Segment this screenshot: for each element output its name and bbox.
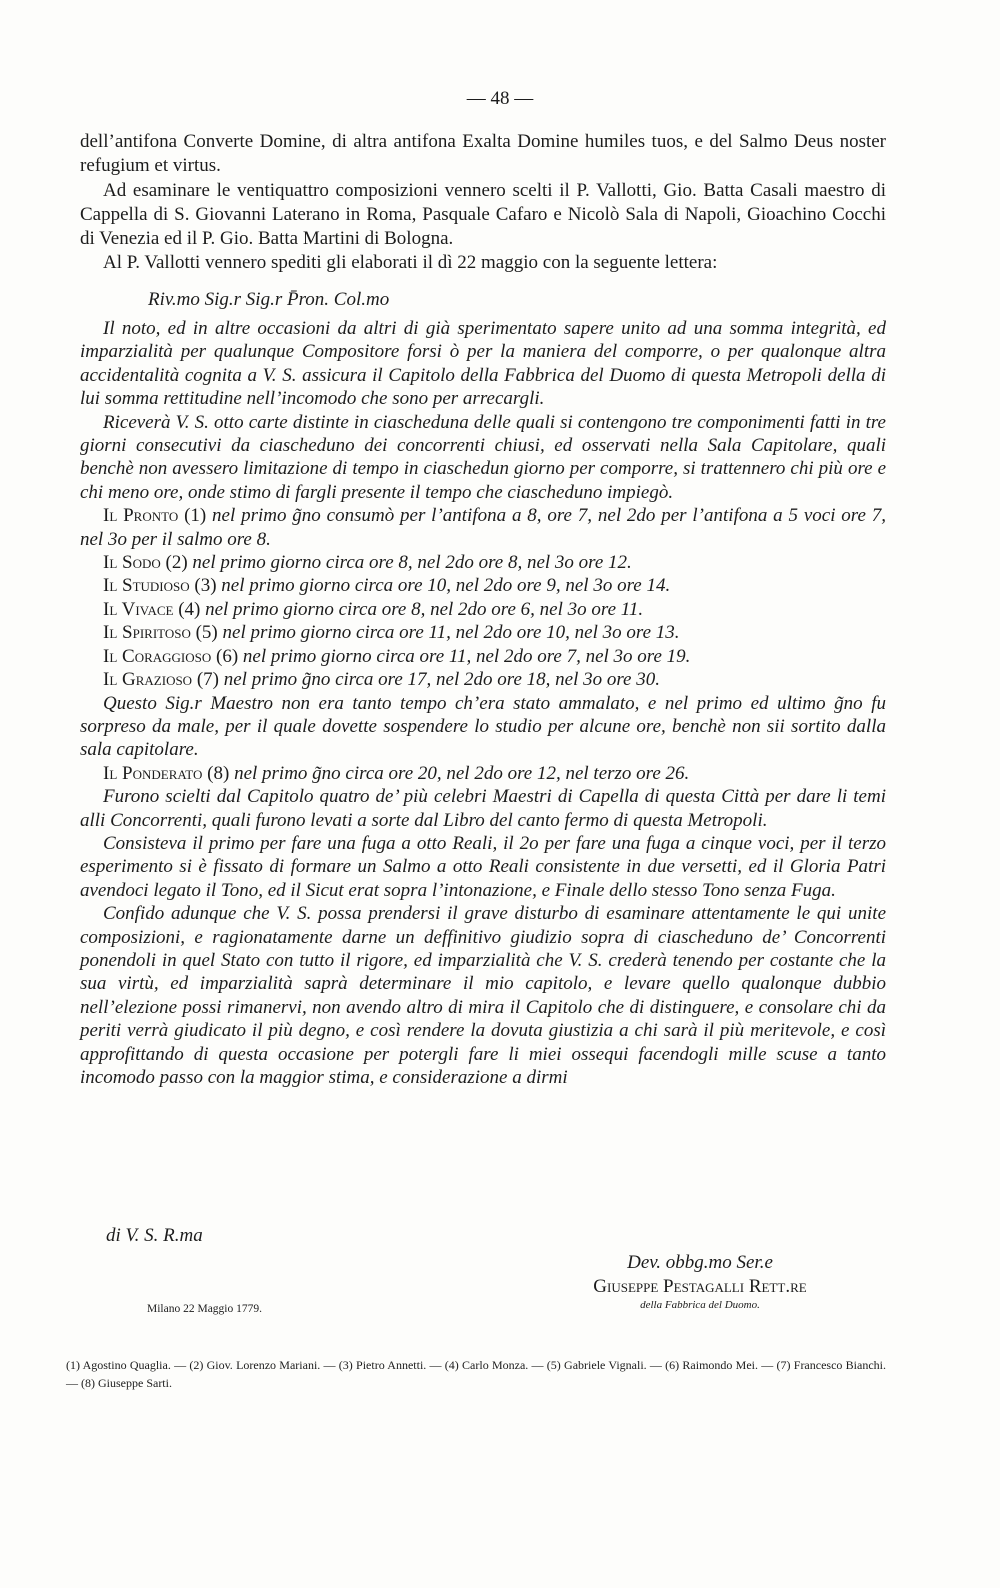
competitor-name: Il Ponderato <box>103 762 203 784</box>
competitor-entry <box>80 551 886 574</box>
footnote-ref: (6) <box>216 645 239 667</box>
competitor-name: Il Pronto <box>103 505 179 527</box>
competitor-entry <box>80 762 886 785</box>
letter-closing: di V. S. R.ma <box>106 1225 203 1246</box>
competitor-times: nel primo g̃no circa ore 17, nel 2do ore 18, nel 3o ore 30. <box>218 669 660 691</box>
letter-paragraph-3: Questo Sig.r Maestro non era tanto tempo ch’era stato ammalato, e nel primo ed ultimo g̃no fu sorpreso da male, per il quale dovette sospendere lo studio per alcune ore, benchè non sii sortito dalla sala capitolare. <box>80 692 886 761</box>
intro-paragraph-2: Ad esaminare le ventiquattro composizioni vennero scelti il P. Vallotti, Gio. Batta Casali maestro di Cappella di S. Giovanni Laterano in Roma, Pasquale Cafaro e Nicolò Sala di Napoli, Gioachino Cocchi di Venezia ed il P. Gio. Batta Martini di Bologna. <box>80 179 886 250</box>
competitor-times: nel primo giorno circa ore 11, nel 2do ore 10, nel 3o ore 13. <box>217 622 680 644</box>
competitor-entry <box>80 621 886 644</box>
footnote-ref: (2) <box>165 552 188 574</box>
footnote-ref: (1) <box>184 505 207 527</box>
footnote-ref: (8) <box>207 762 230 784</box>
intro-paragraph-1: dell’antifona Converte Domine, di altra antifona Exalta Domine humiles tuos, e del Salmo Deus noster refugium et virtus. <box>80 131 886 177</box>
page-number: — 48 — <box>466 88 534 109</box>
competitor-name: Il Sodo <box>103 552 161 574</box>
letter-body <box>80 317 886 1089</box>
competitor-times: nel primo g̃no consumò per l’antifona a 8, ore 7, nel 2do per l’antifona a 5 voci ore 7, nel 3o per il salmo ore 8. <box>80 505 887 550</box>
signature-name: Giuseppe Pestagalli Rett.re <box>593 1276 807 1297</box>
competitor-times: nel primo giorno circa ore 10, nel 2do ore 9, nel 3o ore 14. <box>216 575 671 597</box>
signature-title: della Fabbrica del Duomo. <box>640 1299 760 1311</box>
letter-paragraph-6: Confido adunque che V. S. possa prendersi il grave disturbo di esaminare attentamente le qui unite composizioni, e ragionatamente darne un deffinitivo giudizio sopra di ciascheduno de’ Concorrenti ponendoli in quel Stato con tutto il rigore, ed imparzialità che V. S. crederà tenendo per costante che la sua virtù, ed imparzialità saprà determinare il mio capitolo, e levare quello qualonque dubbio nell’elezione possi rimanervi, non avendo altro di mira il Capitolo che di distinguere, e consolare chi da periti verrà giudicato il più degno, e così rendere la dovuta giustizia a chi sarà il più meritevole, e così approfittando di questa occasione per potergli fare li miei ossequi facendogli mille scuse a tanto incomodo passo con la maggior stima, e considerazione a dirmi <box>80 903 886 1088</box>
competitor-name: Il Grazioso <box>103 669 193 691</box>
competitor-name: Il Vivace <box>103 598 174 620</box>
competitor-times: nel primo giorno circa ore 11, nel 2do ore 7, nel 3o ore 19. <box>238 645 691 667</box>
footnote-ref: (5) <box>195 622 218 644</box>
competitor-name: Il Coraggioso <box>103 645 212 667</box>
letter-paragraph-4: Furono scielti dal Capitolo quatro de’ più celebri Maestri di Capella di questa Città per dare li temi alli Concorrenti, quali furono levati a sorte dal Libro del canto fermo di questa Metropoli. <box>80 786 886 831</box>
competitor-entry <box>80 645 886 668</box>
footnote-ref: (3) <box>194 575 217 597</box>
letter-salutation: Riv.mo Sig.r Sig.r P̄ron. Col.mo <box>148 289 390 310</box>
footnotes: (1) Agostino Quaglia. — (2) Giov. Lorenzo Mariani. — (3) Pietro Annetti. — (4) Carlo Monza. — (5) Gabriele Vignali. — (6) Raimondo Mei. — (7) Francesco Bianchi. — (8) Giuseppe Sarti. <box>66 1358 886 1390</box>
footnote-ref: (7) <box>196 669 219 691</box>
footnote-ref: (4) <box>178 598 201 620</box>
competitor-times: nel primo giorno circa ore 8, nel 2do ore 8, nel 3o ore 12. <box>187 552 632 574</box>
competitor-entry <box>80 574 886 597</box>
letter-paragraph-1: Il noto, ed in altre occasioni da altri di già sperimentato sapere unito ad una somma integrità, ed imparzialità per qualunque Compositore forsi ò per la maniera del comporre, o per qualonque altra accidentalità cognita a V. S. assicura il Capitolo della Fabbrica del Duomo di questa Metropoli della di lui somma rettitudine nell’incomodo che sono per arrecargli. <box>80 318 886 410</box>
competitor-entry <box>80 504 886 551</box>
letter-paragraph-2: Riceverà V. S. otto carte distinte in ciascheduna delle quali si contengono tre componimenti fatti in tre giorni consecutivi da ciascheduno dei concorrenti chiusi, ed osservati nella Sala Capitolare, quali benchè non avessero limitazione di tempo in ciaschedun giorno per comporre, si trattennero chi più ore e chi meno ore, onde stimo di fargli presente il tempo che ciascheduno impiegò. <box>80 411 886 503</box>
signature-line-1: Dev. obbg.mo Ser.e <box>627 1252 773 1273</box>
competitor-name: Il Spiritoso <box>103 622 191 644</box>
competitor-entry <box>80 598 886 621</box>
intro-text <box>80 130 886 276</box>
competitor-times: nel primo giorno circa ore 8, nel 2do ore 6, nel 3o ore 11. <box>200 598 644 620</box>
letter-date: Milano 22 Maggio 1779. <box>147 1303 262 1315</box>
competitor-name: Il Studioso <box>103 575 190 597</box>
intro-paragraph-3: Al P. Vallotti vennero spediti gli elaborati il dì 22 maggio con la seguente lettera: <box>103 252 718 274</box>
signature-block <box>540 1252 860 1311</box>
letter-paragraph-5: Consisteva il primo per fare una fuga a otto Reali, il 2o per fare una fuga a cinque voci, per il terzo esperimento si è fissato di formare un Salmo a otto Reali consistente in due versetti, ed il Gloria Patri avendoci legato il Tono, ed il Sicut erat sopra l’intonazione, e Finale dello stesso Tono senza Fuga. <box>80 832 886 901</box>
competitor-times: nel primo g̃no circa ore 20, nel 2do ore 12, nel terzo ore 26. <box>229 762 690 784</box>
competitor-entry <box>80 668 886 691</box>
